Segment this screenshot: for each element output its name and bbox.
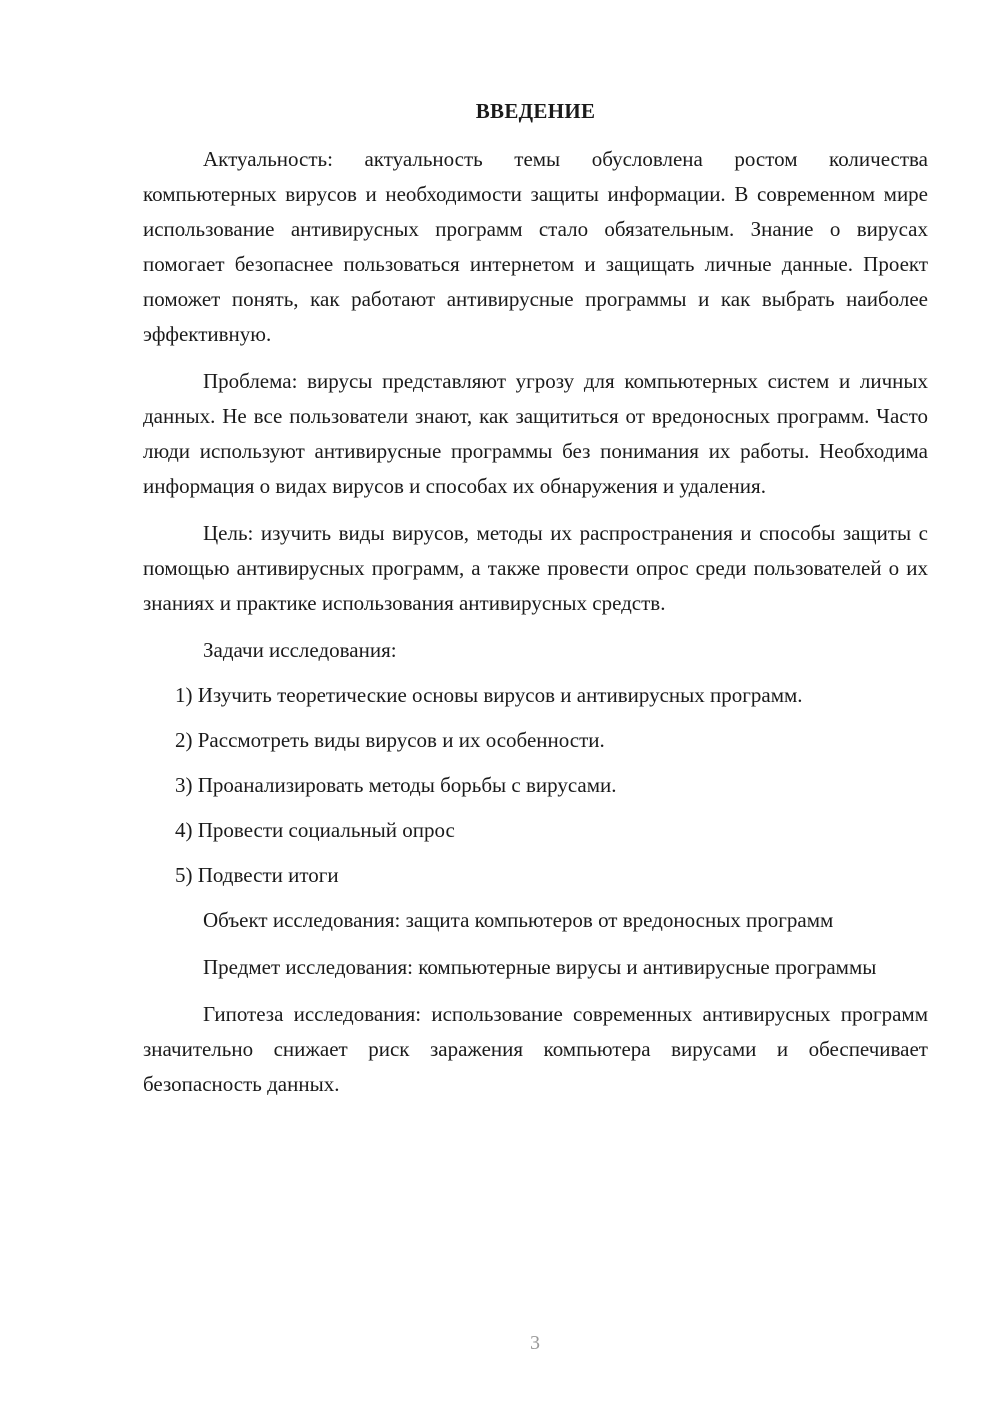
task-item: 1) Изучить теоретические основы вирусов и антивирусных программ. (175, 683, 803, 707)
task-item: 4) Провести социальный опрос (175, 818, 455, 842)
document-page (143, 95, 928, 1114)
subject-paragraph: Предмет исследования: компьютерные вирусы и антивирусные программы (203, 955, 877, 979)
hypothesis-paragraph: Гипотеза исследования: использование современных антивирусных программ значительно снижает риск заражения компьютера вирусами и обеспечивает безопасность данных. (143, 1002, 928, 1096)
tasks-heading: Задачи исследования: (203, 638, 397, 662)
object-paragraph: Объект исследования: защита компьютеров от вредоносных программ (203, 908, 834, 932)
task-item: 5) Подвести итоги (175, 863, 339, 887)
section-title: ВВЕДЕНИЕ (475, 99, 596, 123)
goal-paragraph: Цель: изучить виды вирусов, методы их распространения и способы защиты с помощью антивирусных программ, а также провести опрос среди пользователей о их знаниях и практике использования антивирусных средств. (143, 521, 928, 615)
tasks-list (143, 678, 928, 893)
task-item: 2) Рассмотреть виды вирусов и их особенности. (175, 728, 605, 752)
task-item: 3) Проанализировать методы борьбы с вирусами. (175, 773, 617, 797)
relevance-paragraph: Актуальность: актуальность темы обусловлена ростом количества компьютерных вирусов и необходимости защиты информации. В современном мире использование антивирусных программ стало обязательным. Знание о вирусах помогает безопаснее пользоваться интернетом и защищать личные данные. Проект поможет понять, как работают антивирусные программы и как выбрать наиболее эффективную. (143, 147, 928, 346)
page-number: 3 (530, 1332, 540, 1354)
problem-paragraph: Проблема: вирусы представляют угрозу для компьютерных систем и личных данных. Не все пользователи знают, как защититься от вредоносных программ. Часто люди используют антивирусные программы без понимания их работы. Необходима информация о видах вирусов и способах их обнаружения и удаления. (143, 369, 928, 498)
